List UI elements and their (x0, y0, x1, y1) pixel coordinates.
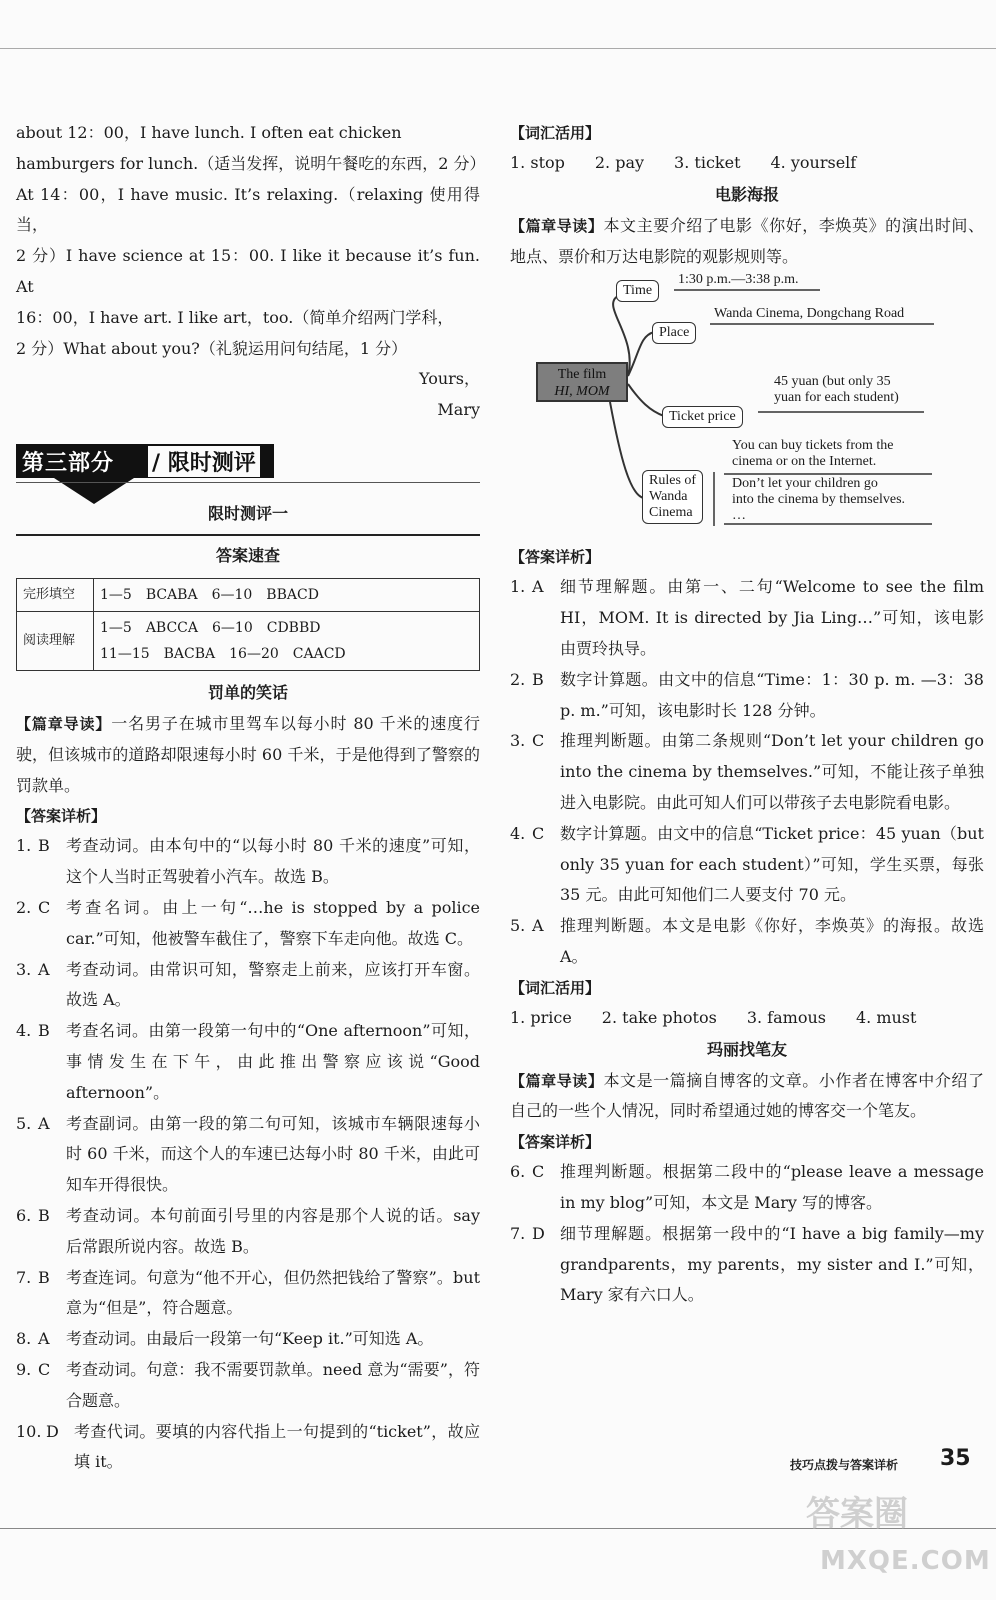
place-value: Wanda Cinema, Dongchang Road (714, 306, 905, 322)
answer-quick-title: 答案速查 (215, 545, 280, 565)
detail-tag: 【答案详析】 (510, 1133, 601, 1152)
poster-title: 电影海报 (714, 184, 779, 204)
section-banner (16, 434, 480, 492)
letter-closing: Yours， (419, 369, 480, 389)
letter-line: about 12：00，I have lunch. I often eat chicken (16, 123, 402, 142)
item-text: 考查连词。句意为“他不开心，但仍然把钱给了警察”。but 意为“但是”，符合题意。 (66, 1267, 480, 1318)
item-answer: D (46, 1421, 59, 1441)
list-item (510, 1219, 984, 1311)
vocab-item: 2. pay (594, 153, 645, 172)
story-title: 罚单的笑话 (207, 682, 288, 702)
item-text: 考查代词。要填的内容代指上一句提到的“ticket”，故应填 it。 (74, 1421, 480, 1472)
item-number: 1. (510, 577, 526, 597)
table-cell-line: 1—5 BCABA 6—10 BBACD (100, 586, 319, 603)
vocab-item: 3. famous (746, 1007, 826, 1027)
list-item (16, 1417, 480, 1479)
banner-part-label: 第三部分 (22, 450, 115, 476)
letter-end (16, 118, 486, 426)
table-row (17, 578, 480, 611)
item-number: 7. (16, 1267, 32, 1287)
connector-price (628, 384, 664, 416)
item-answer: C (532, 823, 545, 843)
rules-label: Wanda (649, 489, 688, 505)
table-cell-line: 1—5 ABCCA 6—10 CDBBD (100, 619, 321, 636)
guide-paragraph (16, 709, 480, 801)
vocab-item: 2. take photos (601, 1007, 717, 1027)
list-item (16, 1201, 480, 1263)
vocab-list (510, 1003, 984, 1034)
item-number: 10. (16, 1421, 42, 1441)
list-item (16, 1324, 480, 1355)
watermark-url: MXQE.COM (820, 1546, 991, 1576)
item-text: 数字计算题。由文中的信息“Ticket price：45 yuan（but only 35 yuan for each student）”可知，学生买票，每张 35 元。由此可知他们二人要支付 70 元。 (560, 823, 984, 905)
list-item (16, 955, 480, 1017)
item-answer: A (532, 916, 544, 936)
guide-text: 本文是一篇摘自博客的文章。小作者在博客中介绍了自己的一些个人情况，同时希望通过她的博客交一个笔友。 (510, 1070, 984, 1121)
right-column (510, 118, 984, 1311)
item-text: 考查动词。由常识可知，警察走上前来，应该打开车窗。故选 A。 (66, 959, 480, 1010)
item-number: 3. (16, 959, 32, 979)
banner-line (16, 482, 480, 483)
rule-2-line-1: Don’t let your children go (732, 476, 878, 492)
item-answer: B (38, 1205, 50, 1225)
vocab-list (510, 148, 984, 179)
table-label: 阅读理解 (17, 611, 94, 670)
item-answer: C (38, 1359, 51, 1379)
guide-tag: 【篇章导读】 (16, 714, 112, 733)
film-title: HI, MOM (554, 384, 610, 400)
rule-1-line-2: cinema or on the Internet. (732, 454, 877, 470)
list-item (510, 726, 984, 818)
item-number: 4. (510, 823, 526, 843)
guide-text: 一名男子在城市里驾车以每小时 80 千米的速度行驶，但该城市的道路却限速每小时 60 千米，于是他得到了警察的罚款单。 (16, 713, 480, 795)
item-text: 考查动词。由本句中的“以每小时 80 千米的速度”可知，这个人当时正驾驶着小汽车。故选 B。 (66, 836, 480, 887)
vocab-item: 1. stop (510, 153, 565, 172)
letter-line: 2 分）I have science at 15：00. I like it because it’s fun. At (16, 246, 480, 296)
rules-label: Rules of (649, 473, 697, 489)
item-number: 6. (510, 1162, 526, 1182)
list-item (510, 911, 984, 973)
guide-text: 本文主要介绍了电影《你好，李焕英》的演出时间、地点、票价和万达电影院的观影规则等。 (510, 215, 984, 266)
top-rule (0, 48, 996, 49)
vocab-item: 4. yourself (770, 153, 857, 172)
table-cell (94, 578, 480, 611)
item-answer: D (532, 1223, 545, 1243)
item-number: 7. (510, 1223, 526, 1243)
item-number: 6. (16, 1205, 32, 1225)
item-answer: C (38, 897, 51, 917)
item-text: 推理判断题。由第二条规则“Don’t let your children go into the cinema by themselves.”可知，不能让孩子单独进入电影院。由此可知人们可以带孩子去电影院看电影。 (560, 731, 984, 812)
answer-list (510, 572, 984, 972)
page-number: 35 (940, 1446, 971, 1471)
guide-tag: 【篇章导读】 (510, 1071, 604, 1090)
list-item (16, 893, 480, 955)
answer-table (16, 578, 480, 671)
detail-tag: 【答案详析】 (510, 548, 601, 567)
left-column (16, 118, 486, 1478)
table-cell (94, 611, 480, 670)
item-answer: A (532, 577, 544, 597)
answer-list (510, 1157, 984, 1311)
item-answer: A (38, 959, 50, 979)
item-text: 细节理解题。根据第一段中的“I have a big family—my grandparents，my parents，my sister and I.”可知，Mary 家有六口人。 (560, 1223, 984, 1305)
item-number: 4. (16, 1021, 32, 1041)
rule-3: … (732, 508, 746, 524)
item-number: 2. (16, 897, 32, 917)
item-answer: C (532, 1162, 545, 1182)
item-answer: B (38, 836, 50, 856)
connector-place (628, 332, 654, 376)
vocab-tag: 【词汇活用】 (510, 978, 601, 997)
item-text: 推理判断题。根据第二段中的“please leave a message in my blog”可知，本文是 Mary 写的博客。 (560, 1162, 984, 1212)
vocab-item: 3. ticket (674, 153, 741, 172)
letter-line: 2 分）What about you?（礼貌运用问句结尾，1 分） (16, 338, 408, 358)
vocab-item: 4. must (855, 1007, 917, 1027)
rule-1-line-1: You can buy tickets from the (732, 438, 894, 454)
price-value-line-1: 45 yuan (but only 35 (774, 374, 891, 390)
time-value: 1:30 p.m.—3:38 p.m. (678, 272, 799, 288)
list-item (16, 831, 480, 893)
guide-tag: 【篇章导读】 (510, 216, 604, 235)
item-text: 数字计算题。由文中的信息“Time：1：30 p. m. —3：38 p. m.”可知，该电影时长 128 分钟。 (560, 669, 984, 720)
item-text: 考查动词。本句前面引号里的内容是那个人说的话。say 后常跟所说内容。故选 B。 (66, 1205, 480, 1256)
test-title: 限时测评一 (207, 503, 288, 523)
list-item (510, 572, 984, 664)
list-item (16, 1263, 480, 1325)
divider (16, 534, 480, 536)
price-node: Ticket price (662, 406, 743, 428)
list-item (510, 1157, 984, 1219)
item-text: 考查名词。由第一段第一句中的“One afternoon”可知，事情发生在下午，由此推出警察应该说“Good afternoon”。 (66, 1021, 480, 1102)
list-item (16, 1016, 480, 1108)
list-item (16, 1109, 480, 1201)
item-text: 考查动词。句意：我不需要罚款单。need 意为“需要”，符合题意。 (66, 1359, 480, 1410)
item-answer: B (532, 669, 544, 689)
table-row (17, 611, 480, 670)
item-answer: C (532, 731, 545, 751)
item-number: 5. (16, 1113, 32, 1133)
item-text: 细节理解题。由第一、二句“Welcome to see the film HI，MOM. It is directed by Jia Ling…”可知，该电影由贾玲执导。 (560, 577, 984, 658)
item-text: 考查名词。由上一句“…he is stopped by a police car.”可知，他被警车截住了，警察下车走向他。故选 C。 (66, 897, 480, 948)
table-label: 完形填空 (17, 578, 94, 611)
list-item (510, 819, 984, 911)
detail-tag: 【答案详析】 (16, 807, 107, 826)
list-item (510, 665, 984, 727)
list-item (16, 1355, 480, 1417)
answer-list (16, 831, 480, 1478)
price-value-line-2: yuan for each student) (774, 390, 899, 406)
rules-node (642, 470, 703, 524)
letter-line: At 14：00，I have music. It’s relaxing.（relaxing 使用得当， (16, 184, 480, 235)
film-label: The film (557, 367, 607, 383)
item-answer: B (38, 1021, 50, 1041)
rules-label: Cinema (649, 505, 693, 521)
item-answer: A (38, 1329, 50, 1349)
film-mind-map (510, 272, 984, 538)
mind-map-center (536, 362, 628, 402)
item-number: 1. (16, 836, 32, 856)
item-number: 3. (510, 731, 526, 751)
item-number: 9. (16, 1359, 32, 1379)
item-answer: B (38, 1267, 50, 1287)
banner-section-label: / 限时测评 (148, 446, 260, 477)
item-number: 2. (510, 669, 526, 689)
letter-signature: Mary (437, 400, 480, 420)
footer-caption: 技巧点拨与答案详析 (790, 1458, 899, 1472)
item-text: 考查动词。由最后一段第一句“Keep it.”可知选 A。 (66, 1329, 434, 1349)
item-answer: A (38, 1113, 50, 1133)
item-number: 8. (16, 1329, 32, 1349)
place-node: Place (652, 322, 696, 344)
item-text: 考查副词。由第一段的第二句可知，该城市车辆限速每小时 60 千米，而这个人的车速已达每小时 80 千米，由此可知车开得很快。 (66, 1113, 480, 1195)
guide-paragraph (510, 1066, 984, 1128)
watermark-logo: 答案圈 (806, 1494, 908, 1534)
guide-paragraph (510, 211, 984, 273)
letter-line: 16：00，I have art. I like art，too.（简单介绍两门学科， (16, 307, 454, 327)
item-number: 5. (510, 916, 526, 936)
vocab-item: 1. price (510, 1007, 572, 1027)
story2-title: 玛丽找笔友 (706, 1039, 787, 1059)
letter-line: hamburgers for lunch.（适当发挥，说明午餐吃的东西，2 分） (16, 153, 486, 173)
time-node: Time (616, 280, 659, 302)
connector-rules (610, 402, 644, 498)
vocab-tag: 【词汇活用】 (510, 124, 601, 142)
table-cell-line: 11—15 BACBA 16—20 CAACD (100, 645, 346, 662)
rule-2-line-2: into the cinema by themselves. (732, 492, 906, 508)
item-text: 推理判断题。本文是电影《你好，李焕英》的海报。故选 A。 (560, 916, 984, 966)
